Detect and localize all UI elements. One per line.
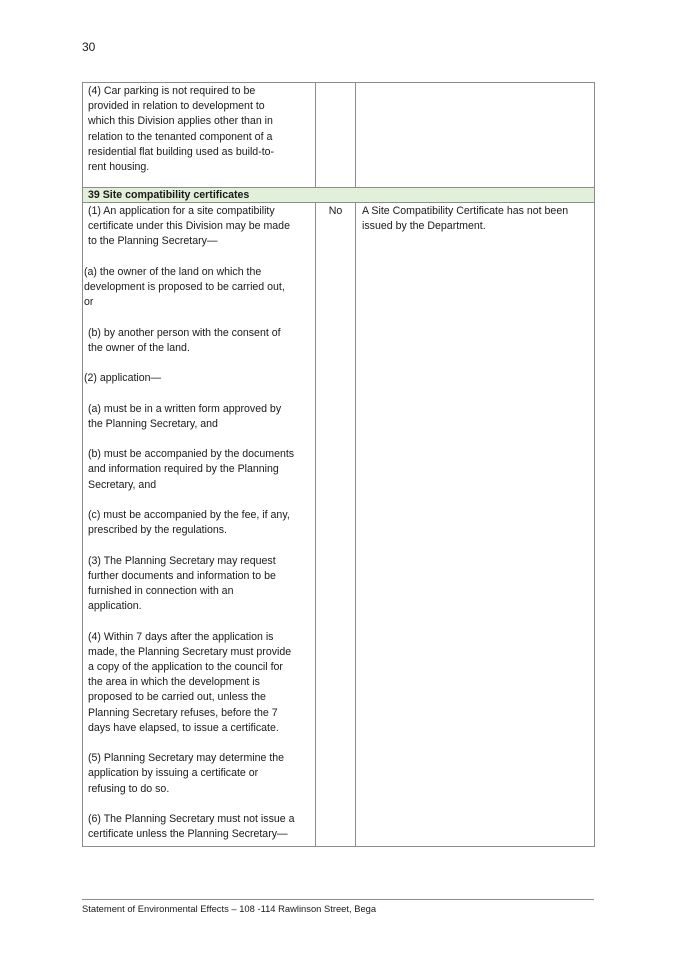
comment-cell [356,203,595,847]
compliance-cell [316,83,356,188]
comment-text [356,83,594,84]
control-paragraph: (4) Within 7 days after the application is made, the Planning Secretary must provide a copy of the application to the council for the area in which the development is proposed to be carried out, unless the Planning Secretary refuses, before the 7 days have elapsed, to issue a certificate. [88,630,292,734]
control-paragraph: (a) the owner of the land on which the development is proposed to be carried out, or [84,265,285,309]
control-paragraph: (c) must be accompanied by the fee, if any, prescribed by the regulations. [88,508,290,537]
control-paragraph: (b) must be accompanied by the documents and information required by the Planning Secretary, and [88,448,295,491]
control-paragraph: (2) application— [84,372,162,385]
control-paragraph: (b) by another person with the consent of the owner of the land. [88,326,281,354]
table-row [83,83,595,188]
section-heading: 39 Site compatibility certificates [88,189,250,201]
control-paragraph: (a) must be in a written form approved by the Planning Secretary, and [88,402,282,430]
control-paragraph: (3) The Planning Secretary may request further documents and information to be furnished in connection with an application. [88,554,276,613]
compliance-value: No [328,205,343,217]
control-cell [83,83,316,188]
section-heading-row [83,188,595,203]
compliance-table [82,82,595,847]
control-text: (4) Car parking is not required to be provided in relation to development to which this Division applies other than in relation to the tenanted component of a residential flat building used as build-to- rent housing. [88,85,275,174]
comment-cell [356,83,595,188]
footer-divider [82,899,594,900]
compliance-value [316,83,355,84]
compliance-cell [316,203,356,847]
control-paragraph: (6) The Planning Secretary must not issue a certificate unless the Planning Secretary— [88,812,295,841]
section-heading-cell [83,188,595,203]
control-paragraph: (1) An application for a site compatibility certificate under this Division may be made to the Planning Secretary— [88,205,290,248]
footer-text: Statement of Environmental Effects – 108 -114 Rawlinson Street, Bega [82,903,377,914]
page-number: 30 [82,40,96,54]
control-paragraph: (5) Planning Secretary may determine the application by issuing a certificate or refusing to do so. [88,752,285,795]
comment-text: A Site Compatibility Certificate has not been issued by the Department. [362,205,569,233]
table-row [83,203,595,847]
control-paragraphs [83,203,315,842]
control-cell [83,203,316,847]
